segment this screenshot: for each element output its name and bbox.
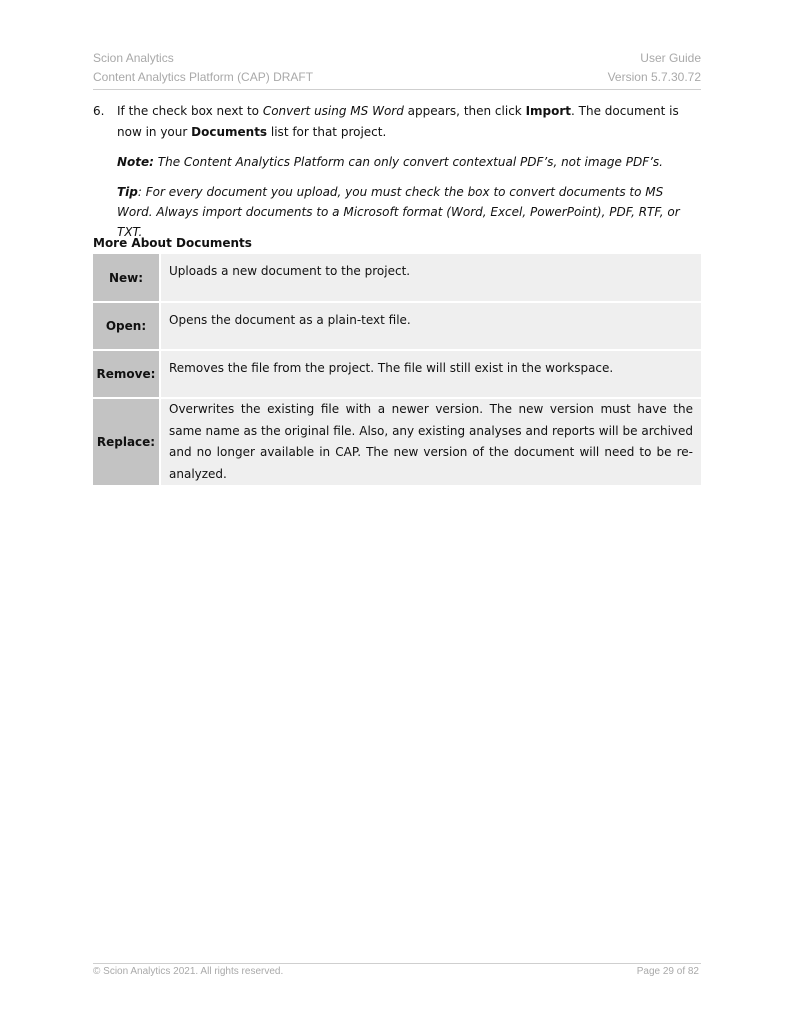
header-guide: User Guide xyxy=(640,51,701,65)
term-new: New: xyxy=(93,254,160,302)
step-text-part: list for that project. xyxy=(267,125,387,139)
note-paragraph xyxy=(117,153,707,171)
definitions-table xyxy=(93,254,701,487)
step-number: 6. xyxy=(93,104,105,118)
footer-divider xyxy=(93,963,701,964)
tip-paragraph xyxy=(117,182,707,242)
term-open: Open: xyxy=(93,302,160,350)
page-header-row-2 xyxy=(93,70,701,86)
table-row xyxy=(93,254,701,302)
footer-page-number: Page 29 of 82 xyxy=(636,966,699,977)
footer-copyright: © Scion Analytics 2021. All rights reserved. xyxy=(93,966,284,977)
header-company: Scion Analytics xyxy=(93,51,174,65)
tip-text-line-1: : For every document you upload, you must check the box to convert documents to MS xyxy=(137,185,664,199)
description-open: Opens the document as a plain-text file. xyxy=(160,302,701,350)
description-replace: Overwrites the existing file with a newer version. The new version must have the same name as the original file. Also, any existing analyses and reports will be archived and no longer available in CAP. The new version of the document will need to be re-analyzed. xyxy=(160,398,701,486)
header-product: Content Analytics Platform (CAP) DRAFT xyxy=(93,70,314,84)
table-row xyxy=(93,302,701,350)
step-text-part: . The document is now in your xyxy=(117,104,679,139)
description-new: Uploads a new document to the project. xyxy=(160,254,701,302)
term-replace: Replace: xyxy=(93,398,160,486)
header-divider xyxy=(93,89,701,90)
tip-text-line-2: Word. Always import documents to a Microsoft format (Word, Excel, PowerPoint), PDF, RTF, or TXT. xyxy=(117,205,680,239)
table-row xyxy=(93,350,701,398)
tip-label: Tip xyxy=(117,185,138,199)
step-text-part: appears, then click xyxy=(403,104,526,118)
note-text: The Content Analytics Platform can only convert contextual PDF’s, not image PDF’s. xyxy=(153,155,663,169)
page-header-row-1 xyxy=(93,51,701,67)
header-version: Version 5.7.30.72 xyxy=(607,70,701,84)
import-label: Import xyxy=(525,104,572,118)
documents-label: Documents xyxy=(191,125,268,139)
step-text xyxy=(117,101,703,143)
table-row xyxy=(93,398,701,486)
section-title: More About Documents xyxy=(93,236,252,250)
step-text-part: If the check box next to xyxy=(117,104,263,118)
note-label: Note: xyxy=(117,155,154,169)
description-remove: Removes the file from the project. The file will still exist in the workspace. xyxy=(160,350,701,398)
term-remove: Remove: xyxy=(93,350,160,398)
convert-option-name: Convert using MS Word xyxy=(262,104,404,118)
